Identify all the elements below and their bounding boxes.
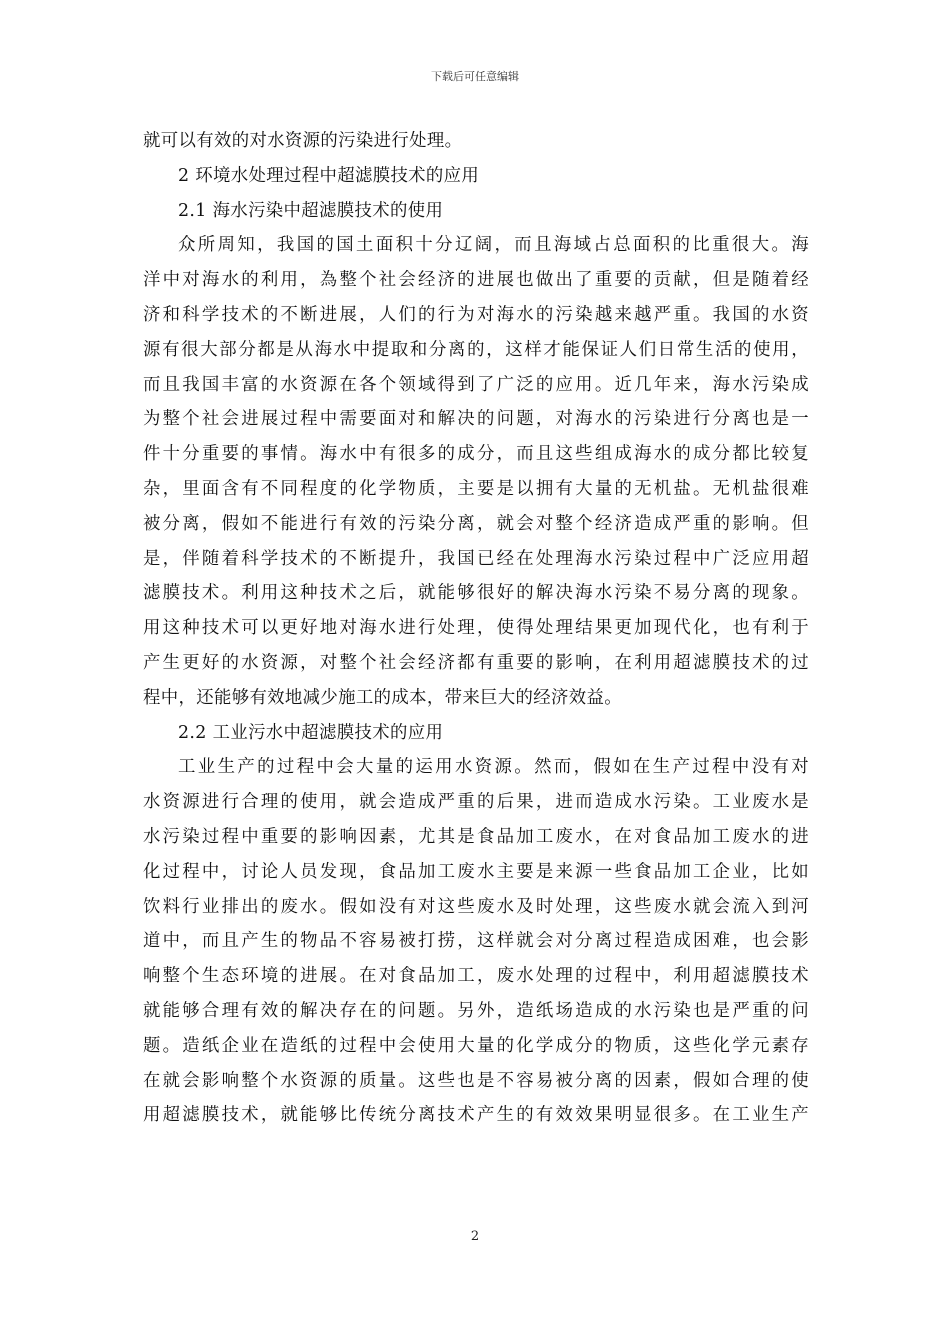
paragraph-line: 源有很大部分都是从海水中提取和分离的，这样才能保证人们日常生活的使用， — [143, 339, 809, 360]
paragraph-line: 工业生产的过程中会大量的运用水资源。然而，假如在生产过程中没有对 — [178, 757, 809, 778]
body-text — [143, 124, 809, 1133]
paragraph-line: 是，伴随着科学技术的不断提升，我国已经在处理海水污染过程中广泛应用超 — [143, 548, 809, 569]
subsection-heading: 2.1 海水污染中超滤膜技术的使用 — [178, 200, 444, 221]
paragraph-line: 为整个社会进展过程中需要面对和解决的问题，对海水的污染进行分离也是一 — [143, 409, 809, 430]
paragraph-line: 而且我国丰富的水资源在各个领域得到了广泛的应用。近几年来，海水污染成 — [143, 374, 809, 395]
paragraph-line: 众所周知，我国的国土面积十分辽阔，而且海域占总面积的比重很大。海 — [178, 235, 809, 256]
paragraph-line: 被分离，假如不能进行有效的污染分离，就会对整个经济造成严重的影响。但 — [143, 513, 809, 534]
paragraph-line: 响整个生态环境的进展。在对食品加工，废水处理的过程中，利用超滤膜技术 — [143, 966, 809, 987]
paragraph-line: 就可以有效的对水资源的污染进行处理。 — [143, 131, 463, 151]
paragraph-line: 在就会影响整个水资源的质量。这些也是不容易被分离的因素，假如合理的使 — [143, 1070, 809, 1091]
paragraph-line: 济和科学技术的不断进展，人们的行为对海水的污染越来越严重。我国的水资 — [143, 304, 809, 325]
paragraph-line: 题。造纸企业在造纸的过程中会使用大量的化学成分的物质，这些化学元素存 — [143, 1035, 809, 1056]
paragraph-line: 产生更好的水资源，对整个社会经济都有重要的影响，在利用超滤膜技术的过 — [143, 652, 809, 673]
paragraph-line: 用超滤膜技术，就能够比传统分离技术产生的有效效果明显很多。在工业生产 — [143, 1105, 809, 1126]
section-heading: 2 环境水处理过程中超滤膜技术的应用 — [178, 165, 480, 186]
paragraph-line: 就能够合理有效的解决存在的问题。另外，造纸场造成的水污染也是严重的问 — [143, 1000, 809, 1021]
subsection-heading: 2.2 工业污水中超滤膜技术的应用 — [178, 722, 444, 743]
paragraph-line: 程中，还能够有效地减少施工的成本，带来巨大的经济效益。 — [143, 687, 622, 708]
paragraph-line: 水资源进行合理的使用，就会造成严重的后果，进而造成水污染。工业废水是 — [143, 792, 809, 813]
page-number: 2 — [470, 1229, 480, 1244]
paragraph-line: 杂，里面含有不同程度的化学物质，主要是以拥有大量的无机盐。无机盐很难 — [143, 478, 809, 499]
paragraph-line: 道中，而且产生的物品不容易被打捞，这样就会对分离过程造成困难，也会影 — [143, 931, 809, 952]
paragraph-line: 化过程中，讨论人员发现，食品加工废水主要是来源一些食品加工企业，比如 — [143, 861, 809, 882]
paragraph-line: 洋中对海水的利用，為整个社会经济的进展也做出了重要的贡献，但是随着经 — [143, 270, 809, 291]
paragraph-line: 滤膜技术。利用这种技术之后，就能够很好的解决海水污染不易分离的现象。 — [143, 583, 809, 604]
paragraph-line: 用这种技术可以更好地对海水进行处理，使得处理结果更加现代化，也有利于 — [143, 618, 809, 639]
paragraph-line: 饮料行业排出的废水。假如没有对这些废水及时处理，这些废水就会流入到河 — [143, 896, 809, 917]
paragraph-line: 水污染过程中重要的影响因素，尤其是食品加工废水，在对食品加工废水的进 — [143, 826, 809, 847]
paragraph-line: 件十分重要的事情。海水中有很多的成分，而且这些组成海水的成分都比较复 — [143, 444, 809, 465]
page-header: 下载后可任意编辑 — [431, 70, 519, 83]
